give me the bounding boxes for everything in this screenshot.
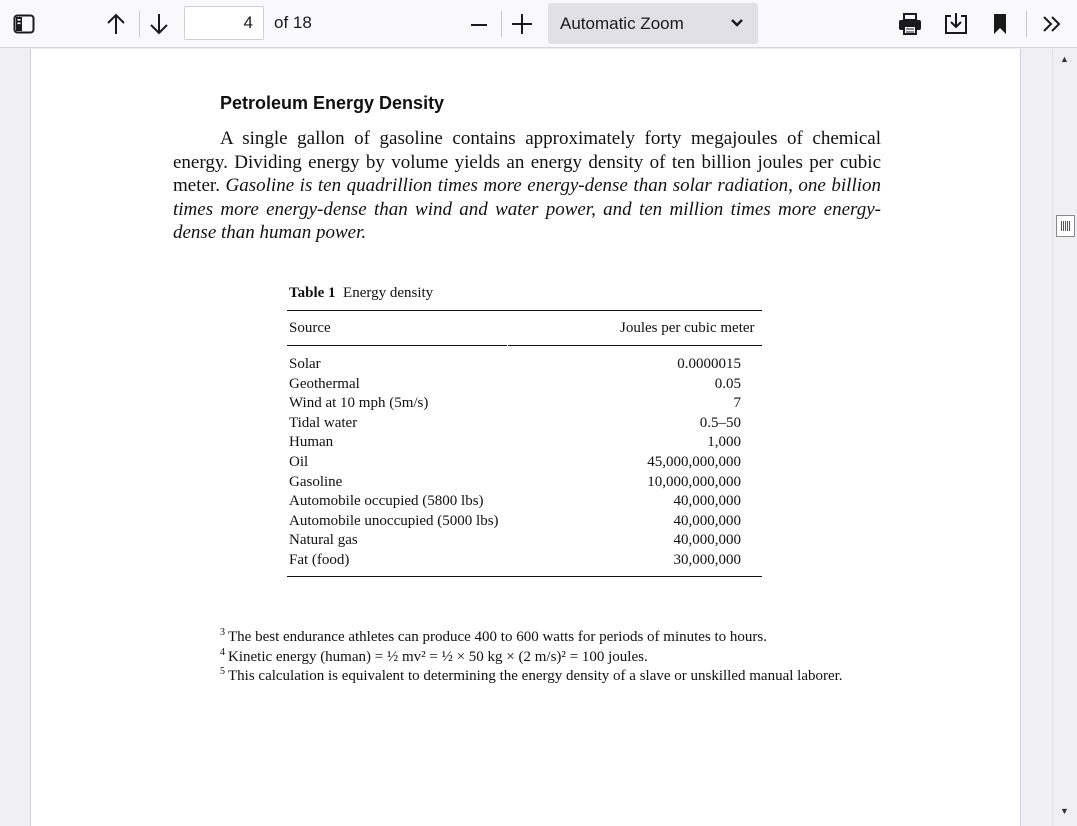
save-button[interactable] [940, 8, 972, 40]
page-count-label: of 18 [274, 13, 312, 32]
arrow-up-icon [105, 12, 127, 36]
previous-page-button[interactable] [100, 8, 132, 40]
next-page-button[interactable] [143, 8, 175, 40]
footnote-text: Kinetic energy (human) = ½ mv² = ½ × 50 kg × (2 m/s)² = 100 joules. [228, 648, 648, 665]
table-header-joules: Joules per cubic meter [620, 320, 755, 336]
table-caption-label: Table 1 [289, 285, 336, 301]
chevron-down-icon [730, 17, 744, 29]
printer-icon [898, 12, 922, 36]
sidebar-toggle-button[interactable] [8, 8, 40, 40]
body-paragraph [173, 127, 881, 245]
table-row [289, 473, 741, 493]
table-row [289, 531, 741, 551]
paragraph-italic-text: Gasoline is ten quadrillion times more energy-dense than solar radiation, one billion times more energy-dense than wind and water power, and ten million times more energy-dense than human power. [173, 175, 882, 244]
table-cell-value: 40,000,000 [673, 512, 741, 529]
bookmark-icon [992, 13, 1008, 35]
table-cell-source: Fat (food) [289, 551, 350, 568]
footnotes [220, 623, 843, 682]
table-header-rule-right [620, 345, 762, 346]
footnote [220, 643, 843, 663]
zoom-out-button[interactable] [463, 8, 495, 40]
toolbar-separator [139, 11, 140, 37]
table-row [289, 355, 741, 375]
zoom-select-value: Automatic Zoom [560, 13, 684, 33]
table-cell-source: Tidal water [289, 414, 358, 431]
minus-icon [469, 14, 489, 34]
table-cell-source: Solar [289, 356, 321, 372]
toolbar [0, 0, 1077, 48]
section-title: Petroleum Energy Density [220, 93, 445, 113]
table-cell-source: Oil [289, 453, 309, 470]
scroll-thumb[interactable] [1056, 215, 1075, 237]
footnote-text: The best endurance athletes can produce 400 to 600 watts for periods of minutes to hours. [228, 629, 768, 645]
table-cell-value: 0.5–50 [699, 414, 741, 431]
table-cell-value: 40,000,000 [673, 493, 741, 510]
table-cell-value: 30,000,000 [673, 551, 741, 568]
table-cell-value: 40,000,000 [673, 532, 741, 549]
table-header-source: Source [289, 320, 331, 336]
tools-menu-button[interactable] [1036, 8, 1068, 40]
scroll-down-arrow-icon[interactable]: ▼ [1060, 806, 1069, 816]
table-caption [289, 285, 433, 302]
table-bottom-rule [287, 576, 762, 577]
footnote-mark: 3 [220, 627, 225, 638]
zoom-select[interactable] [548, 3, 758, 44]
table-cell-value: 0.0000015 [677, 356, 741, 372]
table-cell-value: 1,000 [707, 434, 741, 451]
bookmark-button[interactable] [984, 8, 1016, 40]
table-caption-text: Energy density [343, 285, 434, 301]
table-row [289, 414, 741, 434]
table-header-rule-left [287, 345, 507, 346]
table-row [289, 375, 741, 395]
table-body [289, 355, 741, 571]
footnote-text: This calculation is equivalent to determining the energy density of a slave or unskilled manual laborer. [228, 668, 843, 684]
toolbar-separator [1026, 11, 1027, 37]
table-row [289, 512, 741, 532]
toolbar-separator [501, 11, 502, 37]
table-cell-source: Automobile unoccupied (5000 lbs) [289, 512, 499, 529]
table-cell-source: Geothermal [289, 375, 360, 392]
footnote [220, 662, 843, 682]
double-chevron-right-icon [1041, 14, 1063, 34]
table-cell-source: Gasoline [289, 473, 343, 490]
table-header-rule-mid [508, 345, 620, 346]
print-button[interactable] [894, 8, 926, 40]
paragraph-text: A single gallon of gasoline contains approximately forty megajoules of chemical energy. Dividing energy by volume yields an energy density of ten billion joules per cubic meter. [173, 128, 881, 197]
table-row [289, 492, 741, 512]
scroll-up-arrow-icon[interactable]: ▲ [1060, 54, 1069, 64]
table-row [289, 453, 741, 473]
page-number-input[interactable] [184, 6, 264, 40]
table-cell-value: 10,000,000,000 [647, 473, 741, 490]
sidebar-icon [13, 14, 35, 34]
table-row [289, 394, 741, 414]
table-top-rule [287, 310, 762, 311]
table-row [289, 551, 741, 571]
download-icon [943, 12, 969, 36]
table-cell-value: 0.05 [714, 375, 741, 392]
table-row [289, 433, 741, 453]
vertical-scrollbar[interactable] [1052, 49, 1077, 826]
table-cell-value: 7 [733, 395, 741, 412]
table-cell-source: Wind at 10 mph (5m/s) [289, 395, 429, 412]
grip-icon [1061, 221, 1070, 231]
table-cell-value: 45,000,000,000 [647, 453, 741, 470]
arrow-down-icon [148, 12, 170, 36]
plus-icon [511, 13, 533, 35]
footnote [220, 623, 843, 643]
zoom-in-button[interactable] [506, 8, 538, 40]
table-cell-source: Human [289, 434, 334, 451]
table-cell-source: Automobile occupied (5800 lbs) [289, 493, 484, 510]
footnote-mark: 5 [220, 666, 225, 677]
table-cell-source: Natural gas [289, 532, 358, 549]
footnote-mark: 4 [220, 646, 225, 658]
